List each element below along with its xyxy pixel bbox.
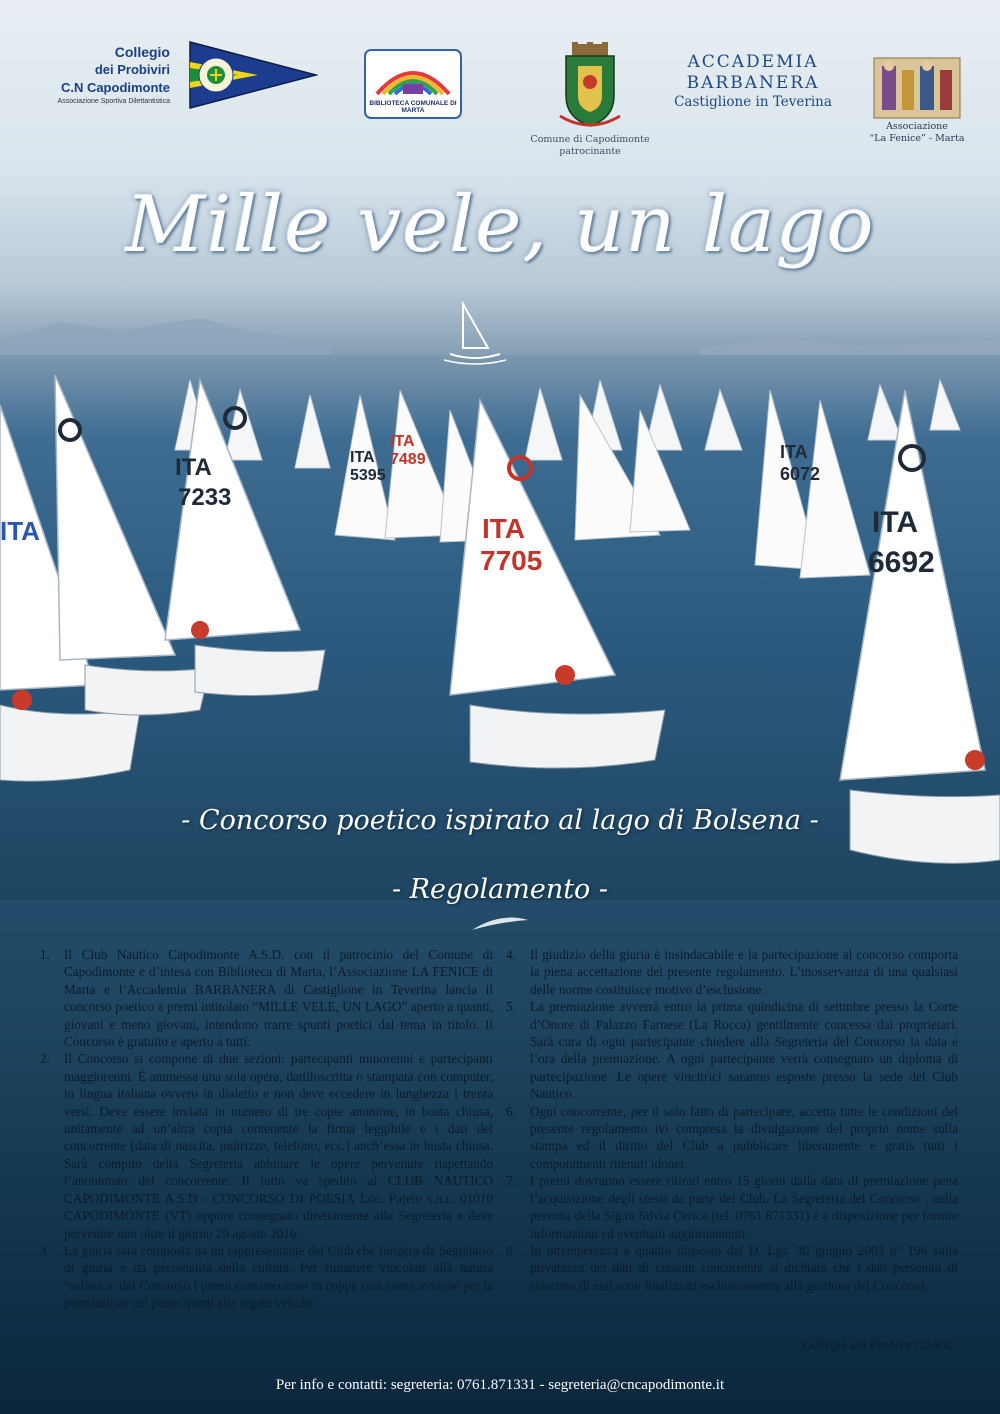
rule-item [506,998,958,1102]
rule-item [40,946,493,1050]
cnc-line2: dei Probiviri [94,62,170,77]
sail-number: 7705 [480,545,543,576]
accademia-line3: Castiglione in Teverina [674,94,832,110]
rule-item [506,1172,958,1242]
rule-number: 4. [506,947,516,962]
sail-label: ITA [350,449,375,466]
subtitle: - Concorso poetico ispirato al lago di Bolsena - [181,805,819,836]
biblioteca-label: BIBLIOTECA COMUNALE DI MARTA [369,100,457,114]
comune-line2: patrocinante [559,146,621,157]
pennant-icon [188,40,318,110]
sail-number: 6072 [780,464,821,484]
cnc-line1: Collegio [114,44,170,60]
sail-label: ITA [872,506,919,539]
rule-item [506,1103,958,1173]
cnc-logo [50,40,320,120]
sail-label: ITA [482,513,526,544]
rule-text: La premiazione avverrà entro la prima quindicina di settmbre presso la Corte d’Onore di Palazzo Farnese (La Rocca) gentilmente concessa dai proprietari. Sarà cura di ogni partecipante chiedere alla Segreteria del Concorso la data e l’ora della premiazione. A ogni partecipante verrà consegnato un diploma di partecipazione. Le opere vincitrici saranno esposte presso la sede del Club Nautico. [530,999,958,1102]
biblioteca-logo [363,48,463,120]
fenice-line2: “La Fenice” - Marta [869,133,965,144]
comune-logo [520,42,660,164]
rule-number: 6. [506,1103,516,1119]
signature: Collegio dei Probiviri C.N.C. [802,1337,956,1352]
rule-text: La giuria sarà composta da un rappresentante del Club che fungerà da Segretario di giuria e da personalità della cultura. Per rimanere vincolati alla natura ‘velistica’ del Concorso i premi consisteranno in coppe così come avviene per la premiazione dei partecipanti alle regate veliche. [64,1242,493,1311]
rules-right-column [506,946,958,1294]
page-title: Mille vele, un lago [125,180,875,270]
sail-label: ITA [390,433,415,450]
accademia-line2: BARBANERA [686,73,820,93]
sail-number: 6692 [868,546,935,579]
sail-label: ITA [780,442,808,462]
rule-text: I premi dovranno essere ritirati entro 15 giorni dalla data di premiazione pena l’acquisizione degli stessi da parte del Club. La Segreteria del Concorso , nella persona della Sig.ra Silvia Cerica (tel. 0761 871331) è a disposizione per fornire informazioni ed eventuali aggiornamenti. [530,1173,958,1241]
rule-number: 3. [40,1242,50,1258]
rule-number: 2. [40,1051,50,1067]
sail-label: ITA [175,454,212,481]
cnc-line3: C.N Capodimonte [60,80,170,95]
fenice-logo [862,56,972,152]
rule-item [40,1242,493,1312]
rule-text: Il Club Nautico Capodimonte A.S.D. con il patrocinio del Comune di Capodimonte e d’intesa con Biblioteca di Marta, l’Associazione LA FENICE di Marta e l’Accademia BARBANERA di Castiglione in Teverina lancia il concorso poetico a premi intitolato “MILLE VELE, UN LAGO” aperto a quanti, giovani e meno giovani, intendono trarre spunti poetici dal tema in titolo. Il Concorso è gratuito e aperto a tutti. [64,947,493,1050]
comune-line1: Comune di Capodimonte [530,134,650,145]
rule-item [40,1050,493,1241]
accademia-line1: ACCADEMIA [687,52,819,72]
rule-text: Ogni concorrente, per il solo fatto di partecipare, accetta tutte le condizioni del presente regolamento ivi compresa la divulgazione del proprio nome sulla stampa ed il diritto del Club a pubblicare liberamente e gratis tutti i componimenti ritenuti idonei. [530,1103,958,1171]
rule-number: 5. [506,999,516,1015]
crest-icon [520,42,660,134]
sail-label: ITA [0,516,40,546]
rules-left-column [40,946,493,1312]
feather-icon [470,914,530,934]
fenice-image-icon [862,56,972,120]
footer-contacts: Per info e contatti: segreteria: 0761.871331 - segreteria@cncapodimonte.it [275,1377,725,1393]
rule-number: 1. [40,947,50,962]
sail-number: 7489 [390,451,426,468]
rule-text: Il giudizio della giuria è insindacabile e la partecipazione al concorso comporta la piena accettazione del presente regolamento. L’inosservanza di una qualsiasi delle norme costituisce motivo d’esclusione. [530,947,958,997]
rule-number: 8. [506,1242,516,1258]
sail-number: 5395 [350,467,386,484]
rule-item [506,1242,958,1294]
regolamento-heading: - Regolamento - [391,874,609,905]
cnc-line4: Associazione Sportiva Dilettantistica [57,98,170,105]
sail-number: 7233 [178,484,232,511]
rule-text: Il Concorso si compone di due sezioni: partecipanti minorenni e partecipanti maggiorenni. È ammessa una sola opera, dattiloscritta o stampata con computer, in lingua italiana ovvero in dialetto e non deve eccedere in lunghezza i trenta versi. Deve essere inviata in numero di tre copie anonime, in busta chiusa, unitamente ad un’altra copia contenente la firma leggibile e i dati del concorrente (data di nascita, indirizzo, telefono, ecc.) anch’essa in busta chiusa. Sarà compito della Segreteria abbinare le opere pervenute rispettando l’anonimato del concorrente. Il tutto va spedito al CLUB NAUTICO CAPODIMONTE A.S.D - CONCORSO DI POESIA Loc. Pajeto s.n.c. 01010 CAPODIMONTE (VT) oppure consegnato direttamente alla Segreteria e deve pervenire non oltre il giorno 20 agosto 2016. [64,1051,493,1241]
fenice-line1: Associazione [886,121,948,132]
rule-item [506,946,958,998]
rule-text: In ottemperanza a quanto disposto dal D. Lgs. 30 giugno 2003 n° 196 sulla privatezza dei dati di ciascun concorrente si dichiara che i dati personali di ciascuno di essi sono finalizzati esclusivamente alla gestione del Concorso. [530,1242,958,1293]
accademia-logo [668,52,838,122]
rule-number: 7. [506,1173,516,1189]
